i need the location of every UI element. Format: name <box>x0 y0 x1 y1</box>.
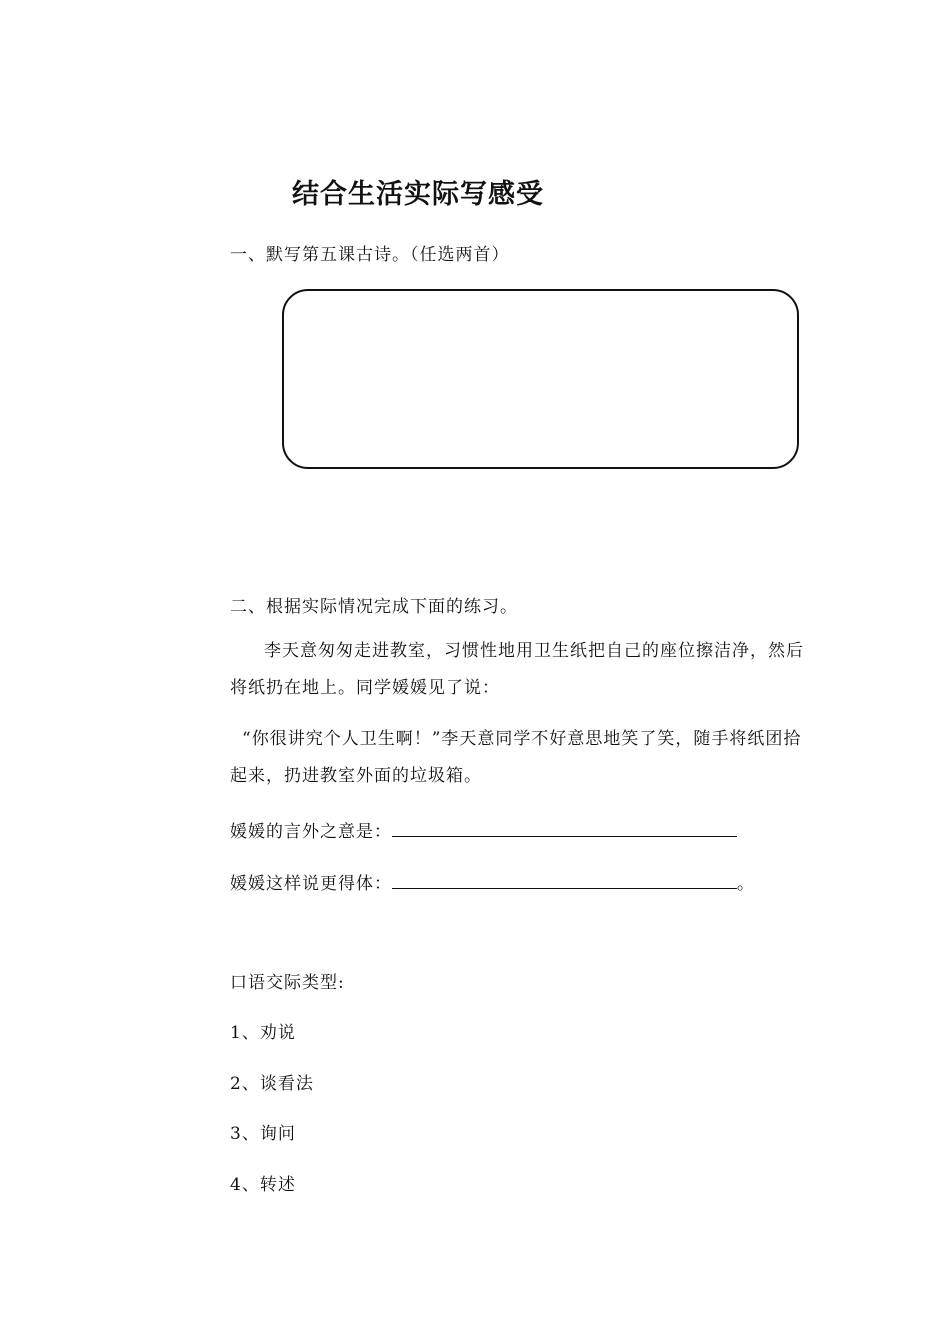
oral-item-2: 2、谈看法 <box>230 1074 314 1094</box>
question-2-label: 媛媛这样说更得体： <box>230 874 392 894</box>
section2-heading: 二、根据实际情况完成下面的练习。 <box>230 597 518 617</box>
question-1-label: 媛媛的言外之意是： <box>230 822 392 842</box>
question-2-answer-blank[interactable] <box>392 874 737 889</box>
story-paragraph-2: “你很讲究个人卫生啊！”李天意同学不好意思地笑了笑，随手将纸团拾起来，扔进教室外面的垃圾箱。 <box>230 729 802 786</box>
oral-item-3: 3、询问 <box>230 1124 296 1144</box>
section1-heading: 一、默写第五课古诗。（任选两首） <box>230 245 510 265</box>
oral-item-4: 4、转述 <box>230 1175 296 1195</box>
poem-writing-box[interactable] <box>282 289 799 469</box>
page-title: 结合生活实际写感受 <box>292 179 544 210</box>
question-2 <box>230 869 755 894</box>
question-2-suffix: 。 <box>737 874 755 894</box>
story-paragraph-1: 李天意匆匆走进教室，习惯性地用卫生纸把自己的座位擦洁净，然后将纸扔在地上。同学媛媛见了说： <box>230 641 804 698</box>
oral-heading: 口语交际类型: <box>230 973 345 993</box>
oral-item-1: 1、劝说 <box>230 1023 296 1043</box>
question-1 <box>230 817 737 842</box>
question-1-answer-blank[interactable] <box>392 822 737 837</box>
